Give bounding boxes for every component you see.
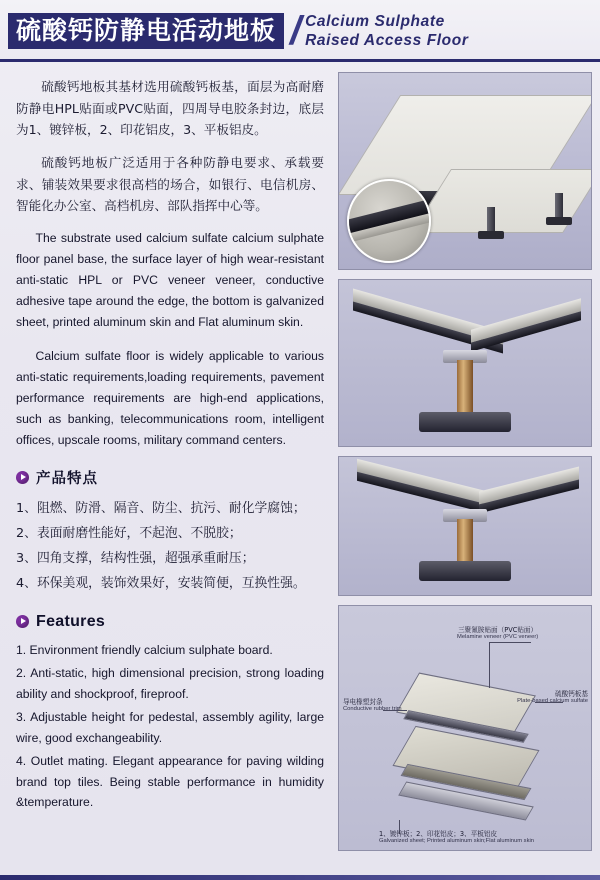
pedestal-base-plate: [419, 412, 511, 432]
list-item: 2、表面耐磨性能好，不起泡、不脱胶；: [16, 525, 242, 541]
pedestal-column: [457, 519, 473, 565]
list-item: 2. Anti-static, high dimensional precision, strong loading ability and shockproof, fireproof.: [16, 665, 324, 701]
diagram-label-left: [343, 698, 402, 714]
diagram-label-right-cn: 硫酸钙板基: [555, 690, 588, 698]
play-bullet-icon: [16, 615, 29, 628]
diagram-label-bottom-cn: 1、镀锌板；2、印花铝皮；3、平板铝皮: [379, 830, 498, 838]
product-photo-pedestal-stringer: [338, 279, 592, 447]
header-slash: /: [290, 9, 302, 53]
diagram-label-top: [457, 626, 538, 642]
diagram-label-bottom: [379, 830, 534, 846]
paragraph-cn-1: 硫酸钙地板其基材选用硫酸钙板基，面层为高耐磨防静电HPL贴面或PVC贴面，四周导电胶条封边，底层为1、镀锌板，2、印花铝皮，3、平板铝皮。: [16, 79, 324, 138]
left-text-column: [0, 62, 338, 880]
footer-divider: [0, 875, 600, 880]
list-item: 1、阻燃、防滑、隔音、防尘、抗污、耐化学腐蚀；: [16, 500, 306, 516]
header-title-en: [305, 12, 468, 51]
product-photo-pedestal: [338, 456, 592, 596]
content-area: [0, 62, 600, 880]
section-title-en: Features: [36, 612, 106, 630]
product-photo-panel: [338, 72, 592, 270]
play-bullet-icon: [16, 471, 29, 484]
list-item: 3. Adjustable height for pedestal, assembly agility, large wire, good exchangeability.: [16, 709, 324, 745]
header-title-en-line1: Calcium Sulphate: [305, 12, 445, 30]
paragraph-en-2: Calcium sulfate floor is widely applicable to various anti-static requirements,loading requirements, pavement performance requirements are high-end applications, such as banking, telecommunications room, intelligent offices, upscale rooms, military command centers.: [16, 348, 324, 447]
header-divider: [0, 59, 600, 62]
pedestal-base: [478, 231, 504, 239]
section-heading-en: [16, 613, 324, 631]
diagram-label-left-cn: 导电橡塑封条: [343, 698, 383, 706]
right-image-column: [338, 62, 600, 880]
page-header: [0, 0, 600, 62]
pedestal-post: [487, 207, 495, 233]
diagram-label-right-en: Plate-based calcium sulfate: [517, 698, 588, 705]
diagram-label-top-cn: 三聚氰胺贴面（PVC贴面）: [458, 626, 538, 634]
pedestal-post: [555, 193, 563, 219]
section-heading-cn: [16, 467, 324, 488]
features-list-cn: [16, 497, 324, 597]
list-item: 4. Outlet mating. Elegant appearance for paving wilding brand top tiles. Being stable performance in humidity &temperature.: [16, 753, 324, 810]
pedestal-base: [546, 217, 572, 225]
list-item: 3、四角支撑，结构性强，超强承重耐压；: [16, 550, 255, 566]
pedestal-column: [457, 360, 473, 416]
diagram-label-right: [517, 690, 588, 706]
edge-detail-inset: [347, 179, 431, 263]
list-item: 4、环保美观，装饰效果好，安装简便，互换性强。: [16, 575, 306, 591]
header-title-cn: 硫酸钙防静电活动地板: [8, 13, 284, 49]
list-item: 1. Environment friendly calcium sulphate board.: [16, 642, 273, 657]
exploded-layer-diagram: [338, 605, 592, 851]
paragraph-cn-2: 硫酸钙地板广泛适用于各种防静电要求、承载要求、铺装效果要求很高档的场合，如银行、电信机房、智能化办公室、高档机房、部队指挥中心等。: [16, 154, 324, 214]
leader-line-top: [489, 642, 531, 643]
features-list-en: [16, 640, 324, 814]
diagram-label-bottom-en: Galvanized sheet; Printed aluminum skin;Flat aluminum skin: [379, 838, 534, 845]
paragraph-en-1: The substrate used calcium sulfate calcium sulphate floor panel base, the surface layer of high wear-resistant anti-static HPL or PVC veneer veneer, conductive adhesive tape around the edge, the bottom is galvanized sheet, printed aluminum skin and Flat aluminum skin.: [16, 230, 324, 329]
pedestal-base-plate: [419, 561, 511, 581]
diagram-label-left-en: Conductive rubber trim: [343, 706, 402, 713]
leader-line-top-vertical: [489, 642, 490, 688]
header-title-en-line2: Raised Access Floor: [305, 32, 469, 49]
diagram-label-top-en: Melamine veneer (PVC veneer): [457, 634, 539, 641]
section-title-cn: 产品特点: [36, 470, 98, 487]
